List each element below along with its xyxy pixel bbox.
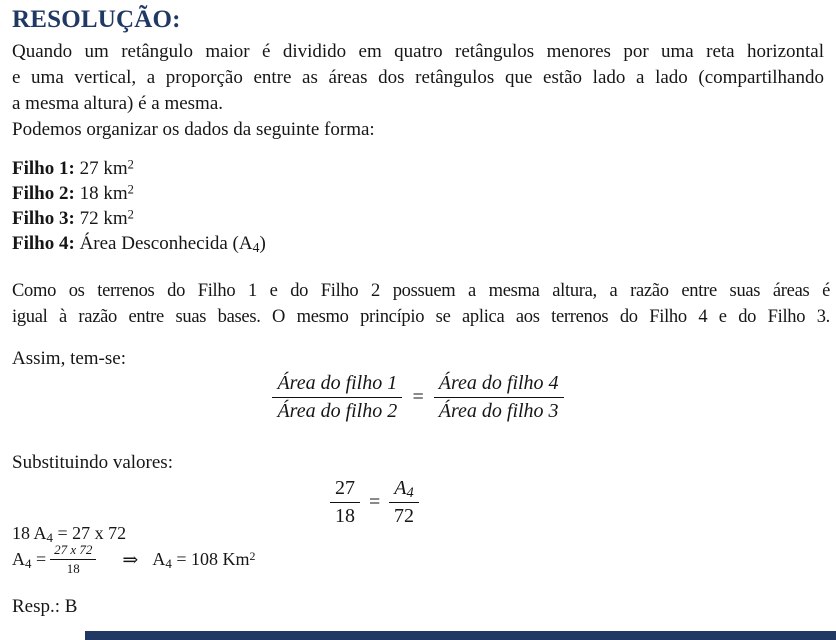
fraction-denominator: Área do filho 3	[438, 400, 559, 422]
reasoning-line: igual à razão entre suas bases. O mesmo princípio se aplica aos terrenos do Filho 4 e do Filho 3.	[12, 307, 830, 327]
calc-fraction	[50, 542, 96, 577]
fraction-denominator: 18	[335, 505, 355, 527]
proportion-equation	[0, 372, 836, 423]
fraction-numerator: Área do filho 1	[272, 372, 402, 398]
fraction-numerator: Área do filho 4	[434, 372, 564, 398]
intro-line: e uma vertical, a proporção entre as áreas dos retângulos que estão lado a lado (compartilhando	[12, 67, 824, 88]
equals-sign: =	[411, 386, 425, 408]
fraction-numerator: $A_4$	[389, 477, 418, 503]
filho-label: Filho 2:	[12, 183, 75, 204]
implies-arrow-icon: ⇒	[122, 548, 139, 571]
equals-sign: =	[369, 491, 381, 513]
assim-label: Assim, tem-se:	[12, 348, 126, 369]
intro-line: Podemos organizar os dados da seguinte forma:	[12, 119, 375, 140]
filho-item-3	[12, 206, 266, 231]
filho-list	[12, 156, 266, 256]
reasoning-paragraph	[12, 278, 830, 330]
calc-step-2-result: $A_4 = 108$ Km$^2$	[152, 549, 256, 571]
intro-paragraph	[12, 39, 824, 143]
calc-step-1: 18 $A_4 = 27$ x 72	[12, 523, 127, 545]
fraction-denominator: Área do filho 2	[277, 400, 398, 422]
filho-value: 18 $km^2$	[79, 182, 134, 204]
fraction-numerator: 27	[330, 477, 360, 503]
substitution-equation	[330, 477, 419, 528]
fraction-right	[389, 477, 418, 528]
filho-item-2	[12, 181, 266, 206]
filho-item-1	[12, 156, 266, 181]
calc-step-2-prefix: $A_4$ =	[12, 549, 47, 571]
filho-item-4	[12, 231, 266, 256]
calc-step-2	[12, 542, 255, 577]
page-title: RESOLUÇÃO:	[12, 6, 181, 33]
filho-value: 72 $km^2$	[79, 207, 134, 229]
answer-text: Resp.: B	[12, 596, 78, 617]
filho-label: Filho 1:	[12, 158, 75, 179]
fraction-numerator: 27 x 72	[50, 542, 96, 560]
fraction-left	[272, 372, 402, 423]
substitution-label: Substituindo valores:	[12, 452, 173, 473]
filho-value: 27 $km^2$	[79, 157, 134, 179]
fraction-denominator: 18	[66, 561, 80, 576]
filho-label: Filho 3:	[12, 208, 75, 229]
intro-line: Quando um retângulo maior é dividido em quatro retângulos menores por uma reta horizontal	[12, 41, 824, 62]
fraction-denominator: 72	[393, 505, 414, 527]
footer-rule	[85, 631, 836, 640]
filho-label: Filho 4:	[12, 233, 75, 254]
filho-value: Área Desconhecida $(A_4)$	[79, 233, 266, 255]
fraction-left	[330, 477, 360, 528]
intro-line: a mesma altura) é a mesma.	[12, 93, 224, 114]
reasoning-line: Como os terrenos do Filho 1 e do Filho 2 possuem a mesma altura, a razão entre suas áreas é	[12, 281, 830, 301]
fraction-right	[434, 372, 564, 423]
